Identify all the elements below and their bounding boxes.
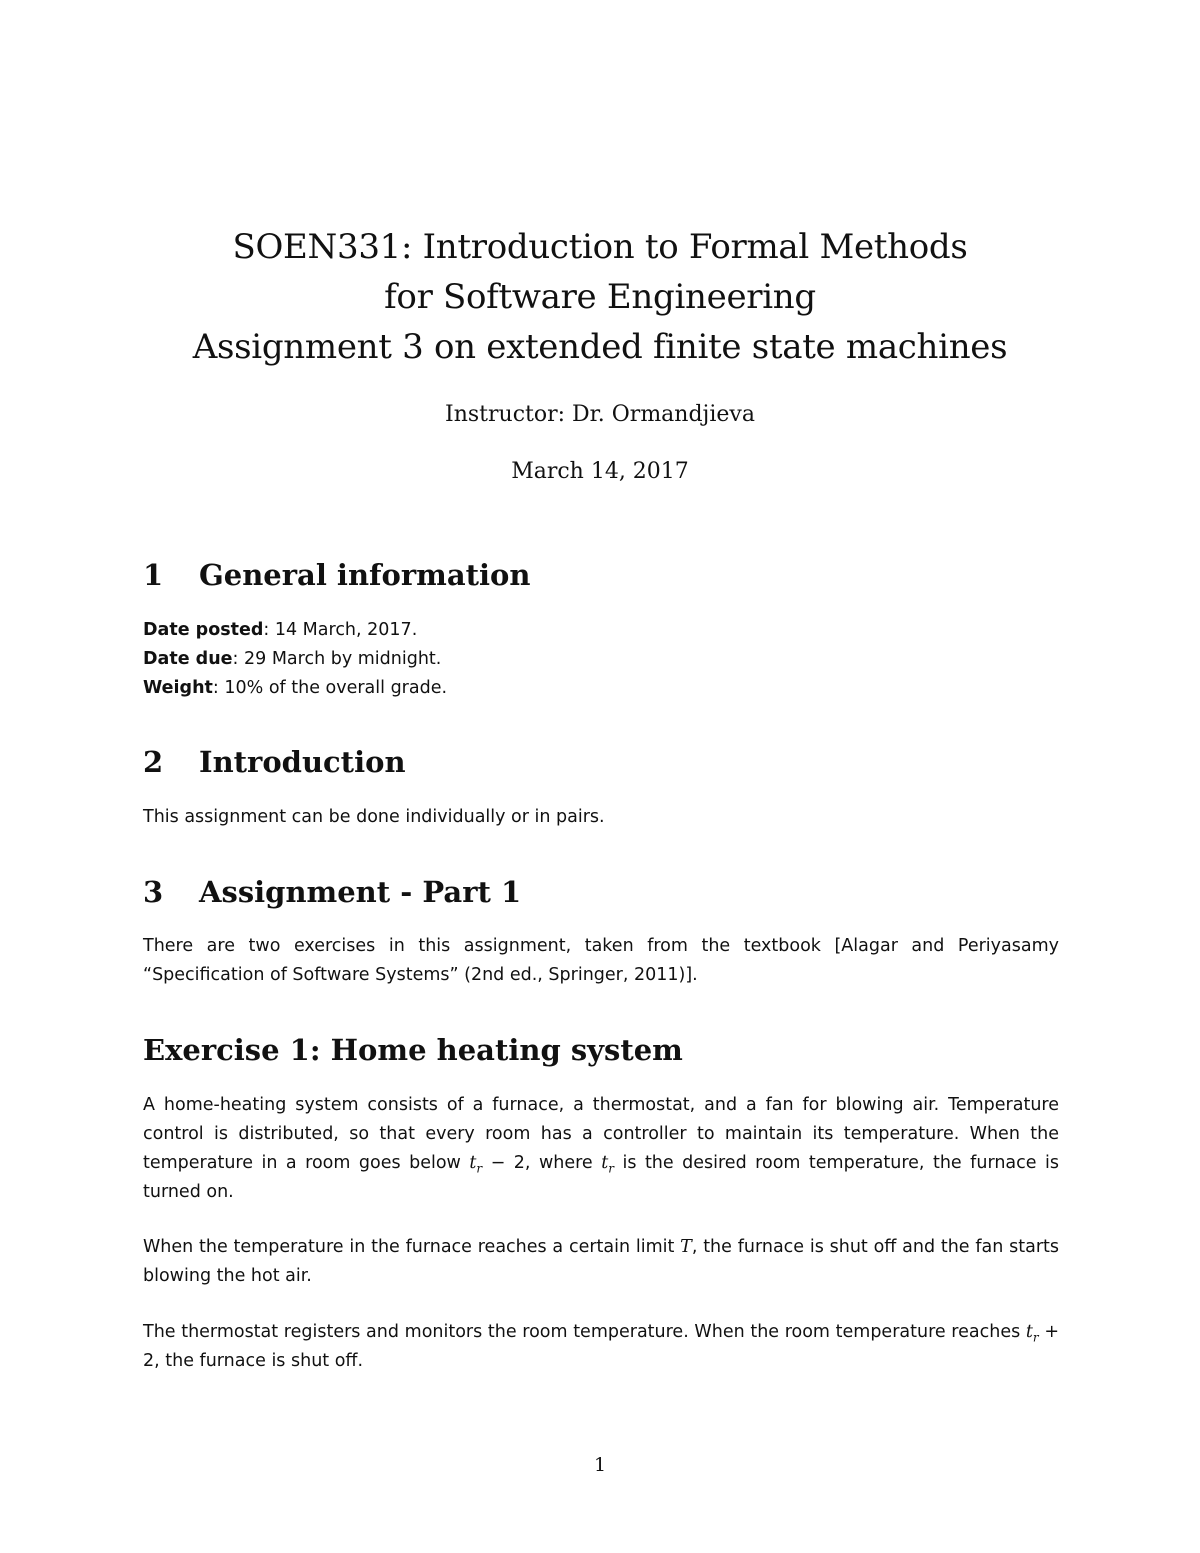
math-t-r	[1025, 1322, 1039, 1345]
p1-text-a: A home-heating system consists of a furnace, a thermostat, and a fan for blowing air. Temperature control is distributed, so that every room has a controller to maintain its temperature. When the temperature in a room goes below	[143, 1095, 1059, 1173]
exercise-1-heading: Exercise 1: Home heating system	[143, 1033, 683, 1067]
section-title: General information	[199, 558, 531, 592]
title-line-1: SOEN331: Introduction to Formal Methods	[232, 227, 968, 267]
math-T: T	[680, 1237, 692, 1257]
math-subscript: r	[608, 1161, 614, 1176]
exercise-1-paragraph-2	[143, 1233, 1059, 1291]
math-subscript: r	[1032, 1330, 1039, 1345]
p1-text-b: − 2, where	[482, 1153, 602, 1173]
p3-text-a: The thermostat registers and monitors the room temperature. When the room temperature reaches	[143, 1322, 1026, 1342]
title-line-2: for Software Engineering	[384, 277, 816, 317]
exercise-1-paragraph-3	[143, 1318, 1059, 1376]
document-title	[0, 222, 1200, 372]
general-info-block	[143, 616, 1059, 703]
math-base: t	[601, 1153, 609, 1173]
math-t-r	[469, 1153, 483, 1176]
date-due-value: : 29 March by midnight.	[232, 649, 442, 669]
date-posted-label: Date posted	[143, 620, 264, 640]
section-title: Introduction	[199, 745, 406, 779]
math-base: t	[469, 1153, 477, 1173]
section-heading-general	[143, 555, 530, 595]
page-number: 1	[593, 1454, 607, 1476]
date-due-label: Date due	[143, 649, 233, 669]
weight-value: : 10% of the overall grade.	[212, 678, 448, 698]
section-number: 1	[143, 558, 164, 592]
math-subscript: r	[476, 1161, 483, 1176]
section-number: 3	[143, 875, 164, 909]
title-line-3: Assignment 3 on extended finite state machines	[192, 327, 1008, 367]
section-heading-introduction	[143, 742, 406, 782]
math-base: t	[1025, 1322, 1033, 1342]
section-number: 2	[143, 745, 164, 779]
weight-line	[143, 674, 1059, 703]
date-posted-line	[143, 616, 1059, 645]
document-date: March 14, 2017	[511, 459, 689, 484]
author: Instructor: Dr. Ormandjieva	[445, 402, 755, 427]
p3-text-b: + 2, the furnace is shut off.	[143, 1322, 1059, 1371]
weight-label: Weight	[143, 678, 213, 698]
section-title: Assignment - Part 1	[199, 875, 522, 909]
introduction-text: This assignment can be done individually or in pairs.	[143, 807, 605, 827]
date-due-line	[143, 645, 1059, 674]
date-posted-value: : 14 March, 2017.	[263, 620, 418, 640]
assignment-text: There are two exercises in this assignment, taken from the textbook [Alagar and Periyasamy “Specification of Software Systems” (2nd ed., Springer, 2011)].	[143, 936, 1059, 985]
section-heading-assignment	[143, 872, 521, 912]
exercise-1-paragraph-1	[143, 1091, 1059, 1207]
p1-text-c: is the desired room temperature, the furnace is turned on.	[143, 1153, 1059, 1202]
p2-text-a: When the temperature in the furnace reaches a certain limit	[143, 1237, 681, 1257]
p2-text-b: , the furnace is shut off and the fan starts blowing the hot air.	[143, 1237, 1059, 1286]
math-t-r	[601, 1153, 614, 1176]
